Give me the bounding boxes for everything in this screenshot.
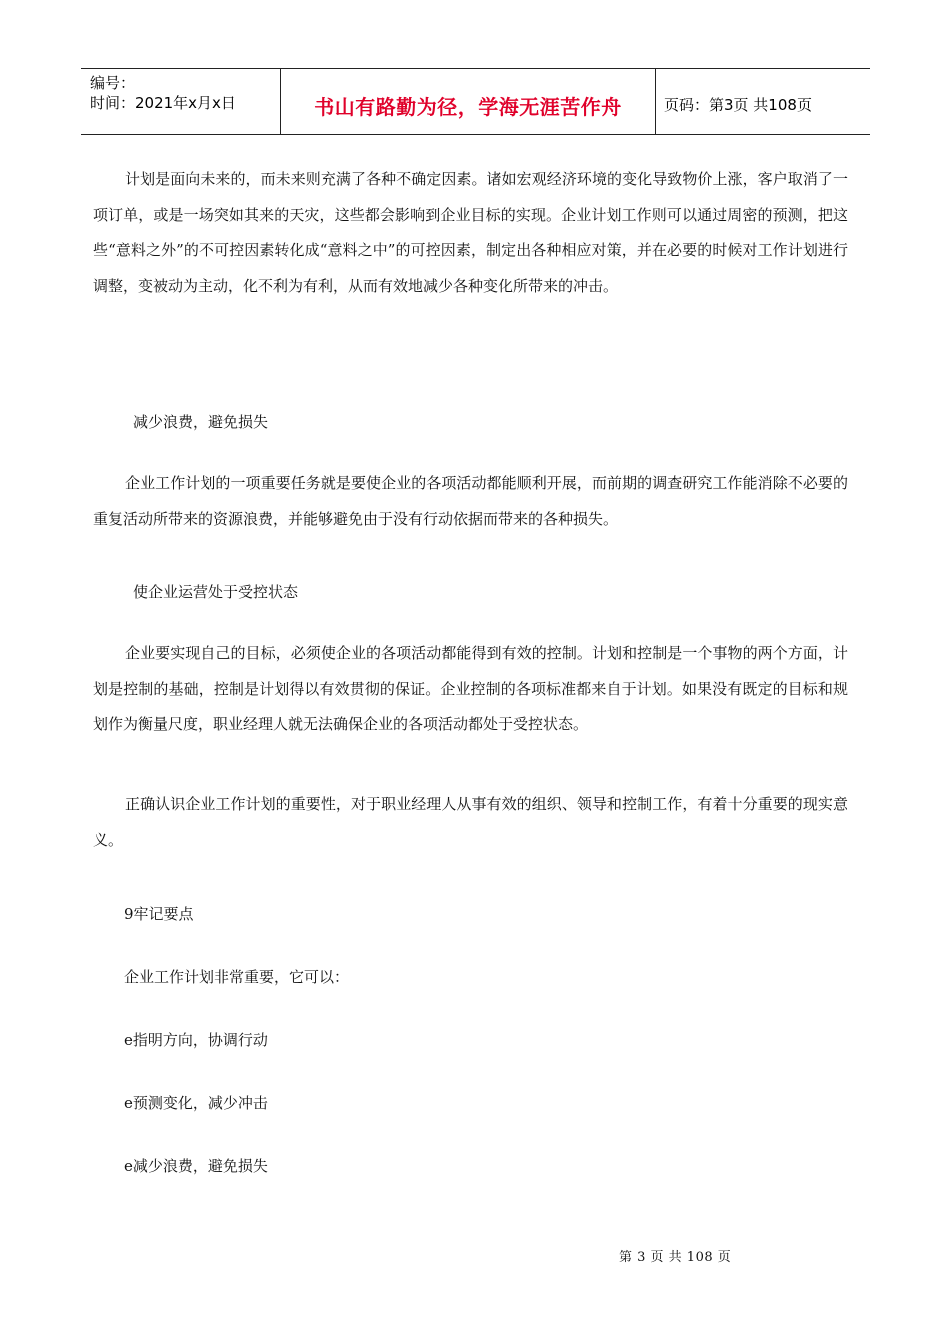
page-header xyxy=(81,68,870,135)
header-meta-cell xyxy=(81,69,281,134)
paragraph-importance: 正确认识企业工作计划的重要性，对于职业经理人从事有效的组织、领导和控制工作，有着十分重要的现实意义。 xyxy=(93,795,848,849)
header-motto: 书山有路勤为径，学海无涯苦作舟 xyxy=(314,95,622,119)
key-point-item: e减少浪费，避免损失 xyxy=(124,1157,268,1175)
subheading-key-points: 9牢记要点 xyxy=(124,905,194,923)
header-page-info: 页码：第3页 共108页 xyxy=(664,96,812,114)
subheading-reduce-waste: 减少浪费，避免损失 xyxy=(133,413,269,431)
paragraph-uncertainty: 计划是面向未来的，而未来则充满了各种不确定因素。诸如宏观经济环境的变化导致物价上涨，客户取消了一项订单，或是一场突如其来的天灾，这些都会影响到企业目标的实现。企业计划工作则可以通过周密的预测，把这些“意料之外”的不可控因素转化成“意料之中”的可控因素，制定出各种相应对策，并在必要的时候对工作计划进行调整，变被动为主动，化不利为有利，从而有效地减少各种变化所带来的冲击。 xyxy=(93,170,848,295)
subheading-controlled-state: 使企业运营处于受控状态 xyxy=(133,583,299,601)
header-page-cell xyxy=(656,69,870,134)
page-footer: 第 3 页 共 108 页 xyxy=(619,1250,732,1265)
document-number-label: 编号： xyxy=(90,74,136,92)
key-points-intro: 企业工作计划非常重要，它可以： xyxy=(124,968,350,986)
paragraph-reduce-waste: 企业工作计划的一项重要任务就是要使企业的各项活动都能顺利开展，而前期的调查研究工作能消除不必要的重复活动所带来的资源浪费，并能够避免由于没有行动依据而带来的各种损失。 xyxy=(93,474,848,528)
key-point-item: e预测变化，减少冲击 xyxy=(124,1094,268,1112)
document-date-label: 时间：2021年x月x日 xyxy=(90,94,236,112)
paragraph-control: 企业要实现自己的目标，必须使企业的各项活动都能得到有效的控制。计划和控制是一个事物的两个方面，计划是控制的基础，控制是计划得以有效贯彻的保证。企业控制的各项标准都来自于计划。如果没有既定的目标和规划作为衡量尺度，职业经理人就无法确保企业的各项活动都处于受控状态。 xyxy=(93,644,848,733)
key-point-item: e指明方向，协调行动 xyxy=(124,1031,268,1049)
header-motto-cell xyxy=(281,69,656,134)
